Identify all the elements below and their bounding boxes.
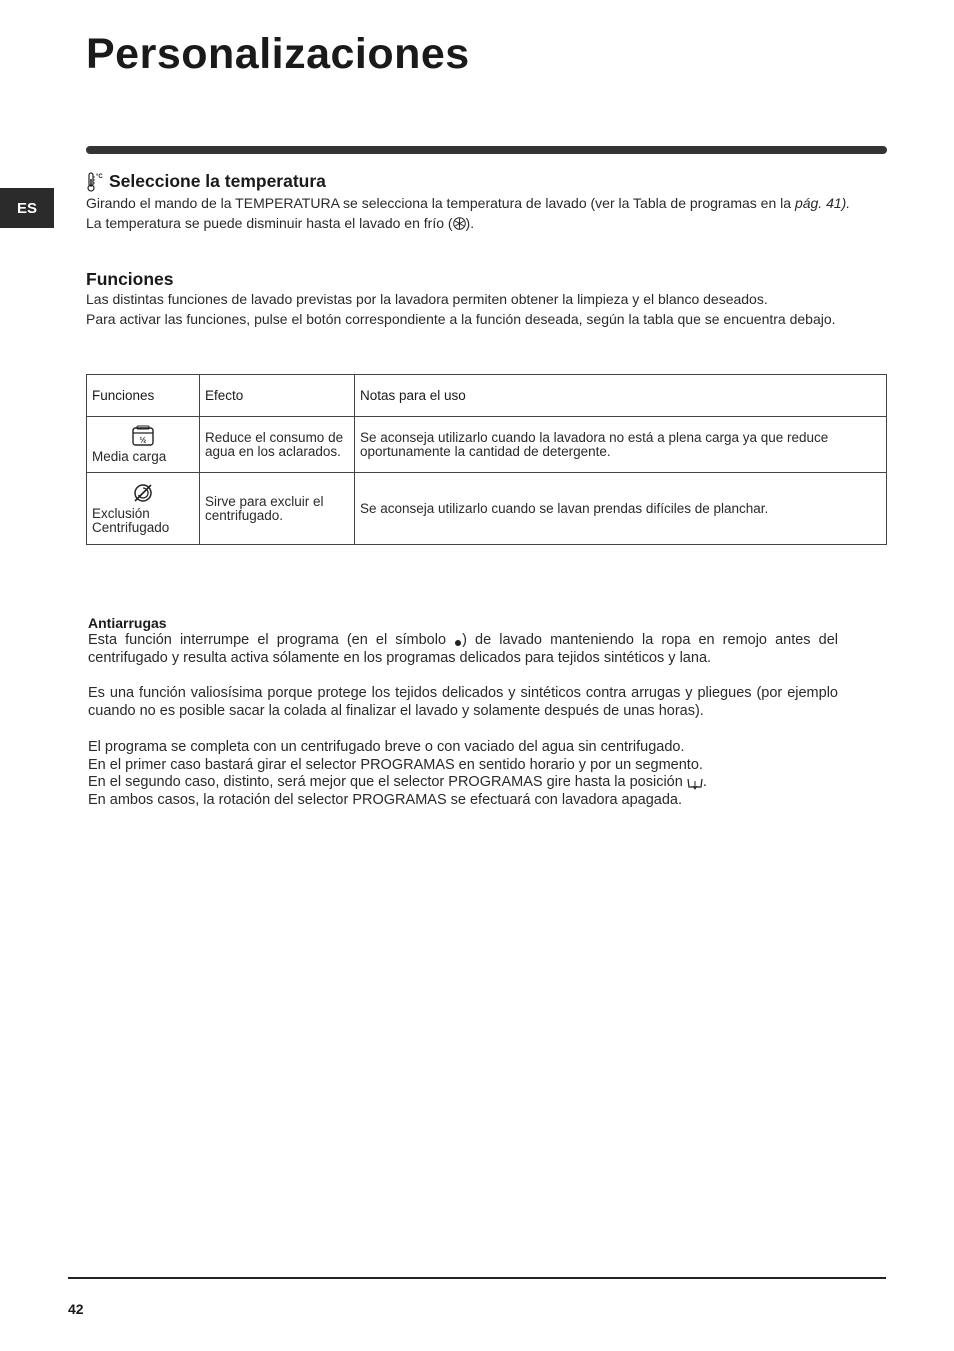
- table-row: [87, 417, 887, 473]
- functions-heading: Funciones: [86, 269, 174, 289]
- antiarrugas-paragraph-1: [88, 632, 838, 668]
- notes-cell: Se aconseja utilizarlo cuando la lavadora no está a plena carga ya que reduce oportunamente la cantidad de detergente.: [355, 417, 887, 473]
- table-row: [87, 473, 887, 545]
- functions-table: [86, 374, 887, 545]
- dot-symbol-icon: [454, 633, 462, 647]
- antiarrugas-line-3: En el segundo caso, distinto, será mejor que el selector PROGRAMAS gire hasta la posición: [88, 774, 687, 791]
- footer-divider: [68, 1277, 886, 1279]
- svg-text:½: ½: [139, 435, 147, 445]
- effect-cell: Reduce el consumo de agua en los aclarados.: [200, 417, 355, 473]
- temperature-text: [86, 194, 892, 233]
- temperature-p1-text: Girando el mando de la TEMPERATURA se selecciona la temperatura de lavado (ver la Tabla de programas en la: [86, 195, 795, 211]
- antiarrugas-line-1: El programa se completa con un centrifugado breve o con vaciado del agua sin centrifugado.: [88, 738, 685, 755]
- language-tab: ES: [0, 188, 54, 228]
- antiarrugas-line-2: En el primer caso bastará girar el selector PROGRAMAS en sentido horario y por un segmento.: [88, 756, 703, 773]
- notes-cell: Se aconseja utilizarlo cuando se lavan prendas difíciles de planchar.: [355, 473, 887, 545]
- antiarrugas-paragraph-2: Es una función valiosísima porque protege los tejidos delicados y sintéticos contra arrugas y pliegues (por ejemplo cuando no es posible sacar la colada al finalizar el lavado y solamente después de unas horas).: [88, 685, 838, 720]
- function-cell: [87, 473, 200, 545]
- antiarrugas-p1-text: Esta función interrumpe el programa (en el símbolo: [88, 632, 455, 648]
- table-header-effect: Efecto: [200, 375, 355, 417]
- antiarrugas-paragraph-3: [88, 739, 838, 810]
- function-name-line-2: Centrifugado: [92, 520, 170, 535]
- antiarrugas-heading: Antiarrugas: [88, 615, 167, 631]
- temperature-p2-end: ).: [465, 214, 475, 231]
- temperature-heading-text: Seleccione la temperatura: [109, 171, 326, 191]
- page-title: Personalizaciones: [86, 30, 470, 78]
- table-header-row: [87, 375, 887, 417]
- temperature-heading: [86, 171, 326, 192]
- antiarrugas-line-4: En ambos casos, la rotación del selector PROGRAMAS se efectuará con lavadora apagada.: [88, 792, 683, 809]
- no-spin-icon: [132, 482, 154, 504]
- effect-cell: Sirve para excluir el centrifugado.: [200, 473, 355, 545]
- functions-text: [86, 290, 892, 329]
- functions-paragraph-2: Para activar las funciones, pulse el botón correspondiente a la función deseada, según la tabla que se encuentra debajo.: [86, 310, 836, 327]
- function-cell: [87, 417, 200, 473]
- table-header-notes: Notas para el uso: [355, 375, 887, 417]
- page-number: 42: [68, 1301, 84, 1317]
- temperature-p2-text: La temperatura se puede disminuir hasta el lavado en frío (: [86, 214, 453, 231]
- thermometer-icon: [86, 172, 104, 192]
- page-reference: pág. 41).: [794, 195, 851, 211]
- snowflake-icon: [453, 217, 466, 230]
- antiarrugas-p1-end: ) de lavado manteniendo la ropa en remojo antes del centrifugado y resulta activa sólamente en los programas delicados para tejidos sintéticos y lana.: [88, 632, 838, 666]
- table-header-functions: Funciones: [87, 375, 200, 417]
- drain-tub-icon: [687, 776, 703, 790]
- antiarrugas-text: [88, 632, 838, 810]
- half-load-icon: [131, 425, 155, 447]
- svg-text:°C: °C: [96, 174, 103, 180]
- functions-paragraph-1: Las distintas funciones de lavado previstas por la lavadora permiten obtener la limpieza y el blanco deseados.: [86, 291, 768, 307]
- temperature-paragraph-1: [86, 194, 892, 214]
- temperature-paragraph-2: [86, 214, 892, 234]
- header-divider: [86, 146, 887, 154]
- function-name: Media carga: [92, 449, 167, 464]
- antiarrugas-line-3-end: .: [702, 774, 707, 791]
- function-name: Exclusión: [92, 506, 150, 521]
